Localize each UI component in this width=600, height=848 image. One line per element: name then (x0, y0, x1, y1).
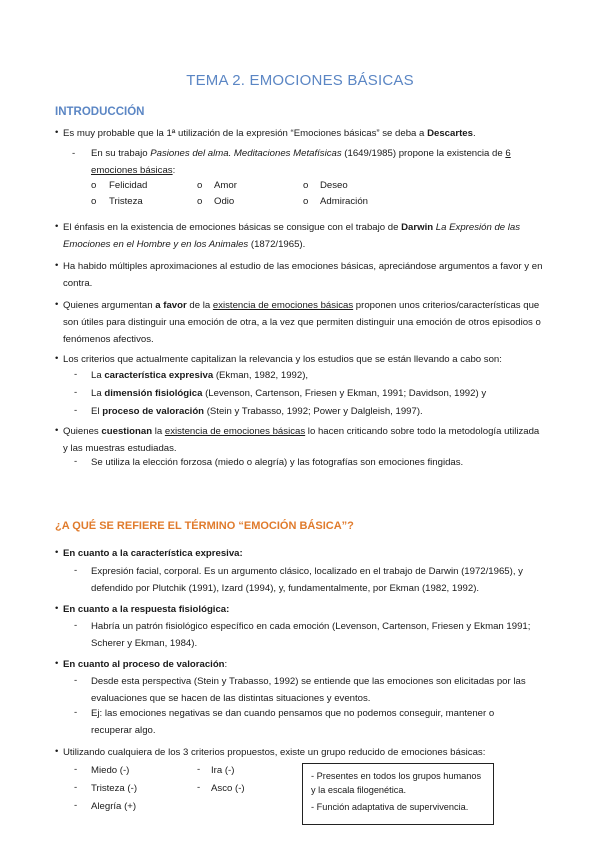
emotion-bullet: o (303, 196, 309, 207)
bullet: • (55, 299, 59, 310)
dash: - (74, 387, 78, 398)
bullet: • (55, 260, 59, 271)
emotion-item: Admiración (320, 196, 368, 207)
paragraph-1: Es muy probable que la 1ª utilización de la expresión “Emociones básicas” se deba a Descartes. (63, 128, 476, 139)
criterion-item: El proceso de valoración (Stein y Trabasso, 1992; Power y Dalgleish, 1997). (91, 406, 423, 417)
dash: - (74, 782, 78, 793)
criterion-text: Expresión facial, corporal. Es un argumento clásico, localizado en el trabajo de Darwin (1972/1965), y defendido por Plutchik (1991), Izard (1994), y, fundamentalmente, por Ekman (1982, 1992). (91, 566, 523, 594)
dash: - (74, 707, 78, 718)
dash: - (74, 800, 78, 811)
dash: - (74, 675, 78, 686)
criterion-text: Ej: las emociones negativas se dan cuando pensamos que no podemos conseguir, mantener o recuperar algo. (91, 708, 495, 736)
emotion-bullet: o (197, 196, 203, 207)
note-line: - Función adaptativa de supervivencia. (311, 802, 469, 812)
emotion-item: Deseo (320, 180, 348, 191)
criterion-text: Habría un patrón fisiológico específico en cada emoción (Levenson, Cartenson, Friesen y Ekman 1991; Scherer y Ekman, 1984). (91, 621, 531, 649)
paragraph-3: Ha habido múltiples aproximaciones al estudio de las emociones básicas, apreciándose argumentos a favor y en contra. (63, 261, 543, 289)
basic-emotion: Alegría (+) (91, 801, 137, 812)
page-title: TEMA 2. EMOCIONES BÁSICAS (186, 72, 414, 89)
criterion-heading: En cuanto al proceso de valoración: (63, 659, 228, 670)
basic-emotion: Tristeza (-) (91, 783, 138, 794)
dash: - (74, 456, 78, 467)
paragraph-2: El énfasis en la existencia de emociones básicas se consigue con el trabajo de Darwin La Expresión de las Emociones en el Hombre y en los Animales (1872/1965). (63, 222, 521, 250)
emotion-item: Amor (214, 180, 237, 191)
dash: - (74, 764, 78, 775)
basic-emotion: Ira (-) (211, 765, 235, 776)
paragraph-7: Utilizando cualquiera de los 3 criterios propuestos, existe un grupo reducido de emociones básicas: (63, 747, 486, 758)
paragraph-1-sub: En su trabajo Pasiones del alma. Meditaciones Metafísicas (1649/1985) propone la existencia de 6 emociones básicas: (91, 148, 511, 176)
criterion-text: Desde esta perspectiva (Stein y Trabasso, 1992) se entiende que las emociones son elicitadas por las evaluaciones que se hacen de las distintas situaciones y eventos. (91, 676, 526, 704)
dash: - (74, 565, 78, 576)
basic-emotion: Miedo (-) (91, 765, 130, 776)
dash: - (197, 764, 201, 775)
dash: - (74, 620, 78, 631)
bullet: • (55, 746, 59, 757)
bullet: • (55, 221, 59, 232)
dash: - (72, 148, 76, 159)
paragraph-6-sub: Se utiliza la elección forzosa (miedo o alegría) y las fotografías son emociones fingidas. (91, 457, 464, 468)
emotion-item: Tristeza (109, 196, 143, 207)
criterion-heading: En cuanto a la respuesta fisiológica: (63, 604, 230, 615)
paragraph-4: Quienes argumentan a favor de la existencia de emociones básicas proponen unos criterios/características que son útiles para distinguir una emoción de otra, a la vez que permiten distinguir una emoción de otros episodios o fenómenos afectivos. (63, 300, 541, 345)
criterion-item: La dimensión fisiológica (Levenson, Cartenson, Friesen y Ekman, 1991; Davidson, 1992) y (91, 388, 487, 399)
bullet: • (55, 353, 59, 364)
dash: - (74, 405, 78, 416)
bullet: • (55, 425, 59, 436)
emotion-bullet: o (91, 180, 97, 191)
emotion-bullet: o (303, 180, 309, 191)
criterion-heading: En cuanto a la característica expresiva: (63, 548, 243, 559)
bullet: • (55, 603, 59, 614)
emotion-bullet: o (91, 196, 97, 207)
emotion-bullet: o (197, 180, 203, 191)
emotion-item: Odio (214, 196, 235, 207)
paragraph-6: Quienes cuestionan la existencia de emociones básicas lo hacen criticando sobre todo la metodología utilizada y las muestras estudiadas. (63, 426, 540, 454)
basic-emotion: Asco (-) (211, 783, 245, 794)
section-heading: ¿A QUÉ SE REFIERE EL TÉRMINO “EMOCIÓN BÁSICA”? (55, 520, 354, 532)
note-box (302, 763, 494, 825)
criterion-item: La característica expresiva (Ekman, 1982, 1992), (91, 370, 309, 381)
note-line: - Presentes en todos los grupos humanos y la escala filogenética. (311, 771, 482, 795)
bullet: • (55, 658, 59, 669)
paragraph-5: Los criterios que actualmente capitalizan la relevancia y los estudios que se están llevando a cabo son: (63, 354, 502, 365)
dash: - (74, 369, 78, 380)
bullet: • (55, 127, 59, 138)
bullet: • (55, 547, 59, 558)
dash: - (197, 782, 201, 793)
emotion-item: Felicidad (109, 180, 148, 191)
intro-heading: INTRODUCCIÓN (55, 106, 145, 118)
